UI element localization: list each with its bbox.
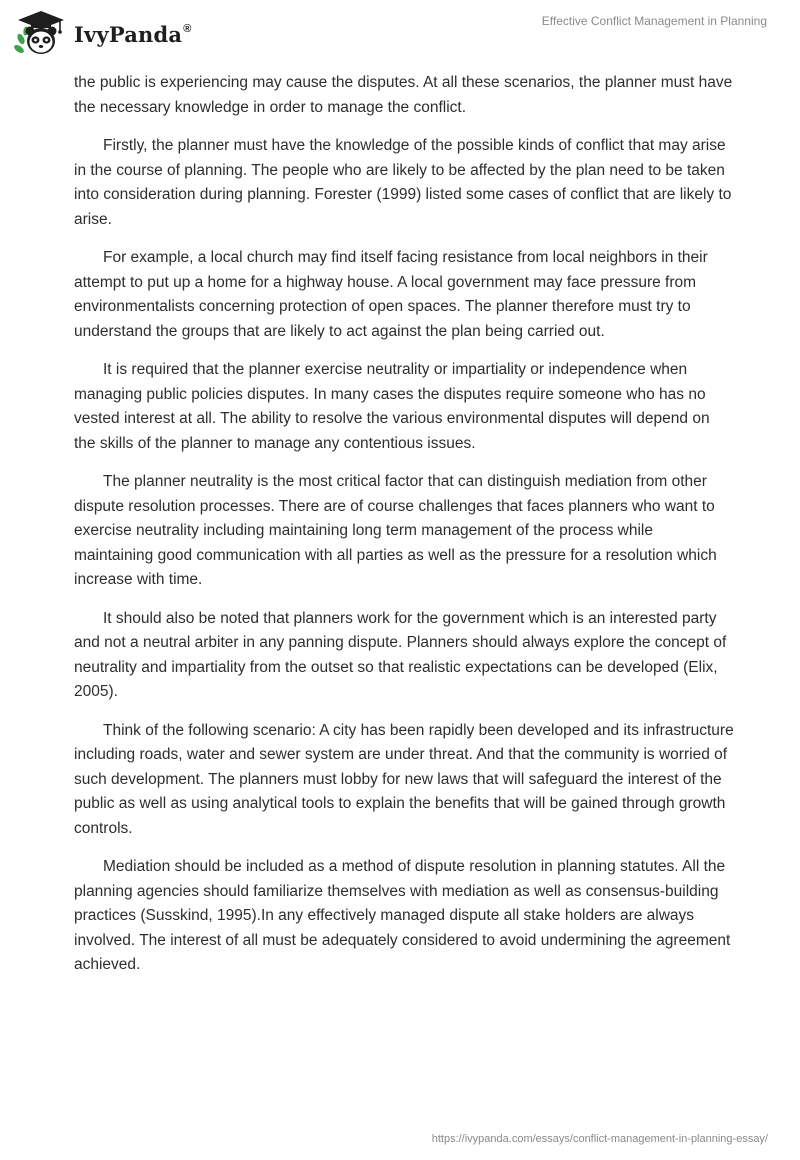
registered-mark: ® xyxy=(183,22,192,35)
paragraph: It is required that the planner exercise neutrality or impartiality or independence when managing public policies disputes. In many cases the disputes require someone who has no vested interest at all. The ability to resolve the various environmental disputes will depend on the skills of the planner to manage any contentious issues. xyxy=(74,361,710,452)
panda-graduation-cap-icon xyxy=(14,9,68,57)
source-url[interactable]: https://ivypanda.com/essays/conflict-management-in-planning-essay/ xyxy=(431,1133,768,1145)
brand-name: IvyPanda® xyxy=(74,21,192,47)
paragraph: Firstly, the planner must have the knowledge of the possible kinds of conflict that may arise in the course of planning. The people who are likely to be affected by the plan need to be taken into consideration during planning. Forester (1999) listed some cases of conflict that are likely to arise. xyxy=(74,137,732,228)
essay-body xyxy=(74,71,734,992)
paragraph: The planner neutrality is the most critical factor that can distinguish mediation from other dispute resolution processes. There are of course challenges that faces planners who want to exercise neutrality including maintaining long term management of the process while maintaining good communication with all parties as well as the pressure for a resolution which increase with time. xyxy=(74,473,717,588)
page-header xyxy=(0,0,800,70)
ivypanda-logo[interactable] xyxy=(14,8,192,58)
paragraph: For example, a local church may find itself facing resistance from local neighbors in their attempt to put up a home for a highway house. A local government may face pressure from environmentalists concerning protection of open spaces. The planner therefore must try to understand the groups that are likely to act against the plan being carried out. xyxy=(74,249,708,340)
document-title: Effective Conflict Management in Planning xyxy=(541,14,767,28)
paragraph: It should also be noted that planners work for the government which is an interested party and not a neutral arbiter in any panning dispute. Planners should always explore the concept of neutrality and impartiality from the outset so that realistic expectations can be developed (Elix, 2005). xyxy=(74,609,727,700)
paragraph: Think of the following scenario: A city has been rapidly been developed and its infrastructure including roads, water and sewer system are under threat. And that the community is worried of such development. The planners must lobby for new laws that will safeguard the interest of the public as well as using analytical tools to explain the benefits that will be gained through growth controls. xyxy=(74,721,734,837)
paragraph: the public is experiencing may cause the disputes. At all these scenarios, the planner must have the necessary knowledge in order to manage the conflict. xyxy=(74,74,733,116)
paragraph: Mediation should be included as a method of dispute resolution in planning statutes. All the planning agencies should familiarize themselves with mediation as well as consensus-building practices (Susskind, 1995).In any effectively managed dispute all stake holders are always involved. The interest of all must be adequately considered to avoid undermining the agreement achieved. xyxy=(74,858,731,973)
